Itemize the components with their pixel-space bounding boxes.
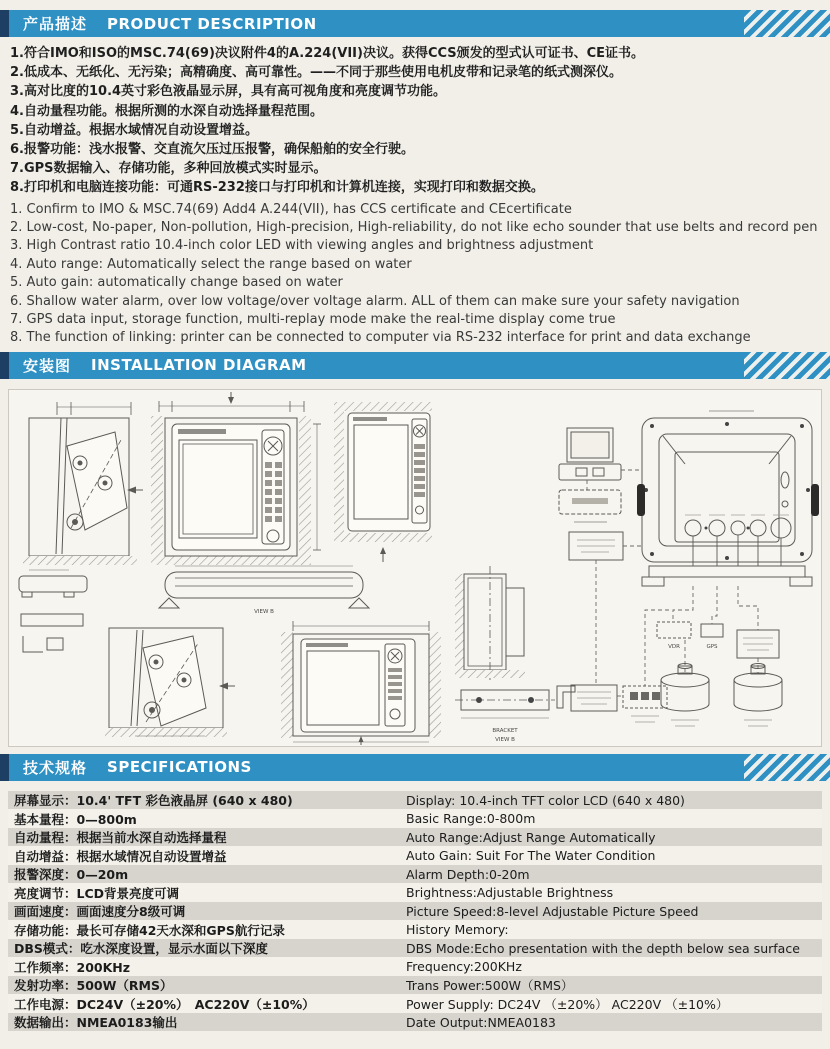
- spec-cell-en: Display: 10.4-inch TFT color LCD (640 x 480): [406, 792, 685, 808]
- diagram-line-art: [19, 392, 819, 745]
- spec-row: [8, 865, 822, 884]
- front-view-flush-mount: [151, 392, 321, 565]
- front-view-wall-mount: [334, 402, 432, 562]
- wiring-dashed-lines: [587, 470, 758, 696]
- feature-item-zh: 7.GPS数据输入、存储功能，多种回放模式实时显示。: [10, 161, 327, 177]
- side-mount-view: [23, 402, 143, 565]
- feature-item-en: 1. Confirm to IMO & MSC.74(69) Add4 A.244(VII), has CCS certificate and CEcertificate: [10, 201, 572, 217]
- banner-navy-edge: [0, 10, 9, 37]
- feature-item-en: 5. Auto gain: automatically change based on water: [10, 275, 343, 291]
- feature-item-zh: 8.打印机和电脑连接功能：可通RS-232接口与打印机和计算机连接，实现打印和数据交换。: [10, 180, 544, 196]
- spec-row: [8, 1013, 822, 1032]
- spec-cell-en: Brightness:Adjustable Brightness: [406, 885, 614, 901]
- rear-view-display-unit: [637, 411, 819, 586]
- section-title-en: INSTALLATION DIAGRAM: [91, 356, 307, 375]
- vdr-box: [657, 622, 691, 638]
- feature-list-chinese: [10, 44, 830, 198]
- feature-item-zh: 4.自动量程功能。根据所测的水深自动选择量程范围。: [10, 103, 323, 119]
- installation-diagram-svg: [9, 390, 821, 746]
- spec-cell-en: Picture Speed:8-level Adjustable Picture Speed: [406, 903, 699, 919]
- tilted-side-view: [105, 628, 235, 737]
- mini-side-views: [19, 570, 87, 652]
- spec-row: [8, 994, 822, 1013]
- banner-title-bar: [9, 754, 744, 781]
- option-box-right: [737, 630, 779, 658]
- feature-list-english: [10, 201, 830, 348]
- section-title-zh: 技术规格: [23, 758, 88, 777]
- spec-cell-zh: 画面速度：画面速度分8级可调: [14, 904, 186, 920]
- section-header-specifications: [0, 754, 830, 781]
- spec-cell-zh: 屏幕显示：10.4' TFT 彩色液晶屏 (640 x 480): [14, 793, 293, 809]
- spec-cell-en: History Memory:: [406, 922, 509, 938]
- feature-item-zh: 5.自动增益。根据水域情况自动设置增益。: [10, 122, 258, 138]
- spec-cell-en: Frequency:200KHz: [406, 959, 522, 975]
- feature-item-en: 6. Shallow water alarm, over low voltage/over voltage alarm. ALL of them can make sure your safety navigation: [10, 293, 740, 309]
- spec-row: [8, 957, 822, 976]
- section-title-zh: 产品描述: [23, 15, 88, 33]
- bracket-view: [455, 686, 575, 718]
- spec-cell-zh: 基本量程：0—800m: [14, 811, 137, 827]
- section-title-en: PRODUCT DESCRIPTION: [107, 14, 317, 33]
- feature-item-en: 8. The function of linking: printer can be connected to computer via RS-232 interface for print and data exchange: [10, 330, 751, 346]
- spec-cell-zh: 工作电源：DC24V（±20%） AC220V（±10%）: [14, 996, 315, 1012]
- junction-box: [623, 686, 667, 722]
- feature-item-en: 7. GPS data input, storage function, multi-replay mode make the real-time display come true: [10, 312, 616, 328]
- spec-cell-zh: 自动增益：根据水域情况自动设置增益: [14, 848, 227, 864]
- power-filter-box: [569, 532, 623, 560]
- spec-row: [8, 883, 822, 902]
- printer-icon: [559, 490, 621, 522]
- installation-diagram: [8, 389, 822, 747]
- spec-row: [8, 791, 822, 810]
- spec-cell-zh: 发射功率：500W（RMS）: [14, 978, 173, 994]
- feature-item-zh: 3.高对比度的10.4英寸彩色液晶显示屏，具有高可视角度和亮度调节功能。: [10, 84, 447, 100]
- gps-label: GPS: [706, 643, 718, 650]
- spec-cell-en: Trans Power:500W（RMS）: [406, 978, 574, 994]
- front-view-bottom: [281, 621, 441, 745]
- spec-row: [8, 828, 822, 847]
- transducer-left: [661, 663, 709, 726]
- vdr-label: VDR: [668, 643, 680, 650]
- connector-lines: [693, 535, 781, 566]
- spec-row: [8, 939, 822, 958]
- view-b-label: VIEW B: [495, 736, 515, 743]
- spec-row: [8, 902, 822, 921]
- spec-row: [8, 920, 822, 939]
- section-view: [455, 566, 525, 680]
- specifications-table: [8, 791, 822, 1032]
- feature-item-zh: 2.低成本、无纸化、无污染；高精确度、高可靠性。——不同于那些使用电机皮带和记录笔的纸式测深仪。: [10, 65, 622, 81]
- spec-cell-en: Power Supply: DC24V （±20%） AC220V （±10%）: [406, 996, 729, 1012]
- gps-box: [701, 624, 723, 637]
- feature-item-en: 3. High Contrast ratio 10.4-inch color LED with viewing angles and brightness adjustment: [10, 238, 594, 254]
- section-header-installation-diagram: [0, 352, 830, 379]
- spec-cell-zh: 工作频率：200KHz: [14, 959, 131, 975]
- banner-diagonal-stripes: [744, 352, 830, 379]
- spec-cell-zh: DBS模式：吃水深度设置，显示水面以下深度: [14, 941, 268, 957]
- spec-cell-en: DBS Mode:Echo presentation with the depth below sea surface: [406, 940, 800, 956]
- banner-title-bar: [9, 352, 744, 379]
- section-title-en: SPECIFICATIONS: [107, 758, 252, 777]
- banner-diagonal-stripes: [744, 754, 830, 781]
- section-title-zh: 安装图: [23, 356, 72, 375]
- spec-cell-zh: 存储功能：最长可存储42天水深和GPS航行记录: [14, 922, 285, 938]
- spec-row: [8, 846, 822, 865]
- spec-cell-en: Alarm Depth:0-20m: [406, 866, 530, 882]
- spec-row: [8, 976, 822, 995]
- banner-diagonal-stripes: [744, 10, 830, 37]
- spec-cell-zh: 亮度调节：LCD背景亮度可调: [14, 885, 180, 901]
- spec-cell-en: Auto Range:Adjust Range Automatically: [406, 829, 656, 845]
- banner-title-bar: [9, 10, 744, 37]
- feature-item-zh: 6.报警功能：浅水报警、交直流欠压过压报警，确保船舶的安全行驶。: [10, 142, 414, 158]
- spec-cell-zh: 报警深度：0—20m: [14, 867, 129, 883]
- spec-cell-en: Date Output:NMEA0183: [406, 1014, 556, 1030]
- banner-navy-edge: [0, 352, 9, 379]
- feature-item-en: 2. Low-cost, No-paper, Non-pollution, High-precision, High-reliability, do not like echo sounder that use belts and record pen: [10, 220, 818, 236]
- bracket-label: BRACKET: [492, 727, 518, 734]
- product-spec-page: [0, 10, 830, 1049]
- top-view-unit: [159, 566, 369, 608]
- spec-cell-zh: 自动量程：根据当前水深自动选择量程: [14, 830, 227, 846]
- view-b-label: VIEW B: [254, 608, 274, 615]
- spec-cell-en: Auto Gain: Suit For The Water Condition: [406, 848, 656, 864]
- spec-cell-en: Basic Range:0-800m: [406, 811, 536, 827]
- section-header-product-description: [0, 10, 830, 37]
- computer-icon: [559, 428, 621, 480]
- transducer-right: [734, 663, 782, 726]
- option-box-left: [571, 685, 617, 711]
- spec-row: [8, 809, 822, 828]
- spec-cell-zh: 数据输出：NMEA0183输出: [14, 1015, 178, 1031]
- banner-navy-edge: [0, 754, 9, 781]
- feature-item-en: 4. Auto range: Automatically select the range based on water: [10, 256, 412, 272]
- feature-item-zh: 1.符合IMO和ISO的MSC.74(69)决议附件4的A.224(VII)决议。获得CCS颁发的型式认可证书、CE证书。: [10, 46, 645, 61]
